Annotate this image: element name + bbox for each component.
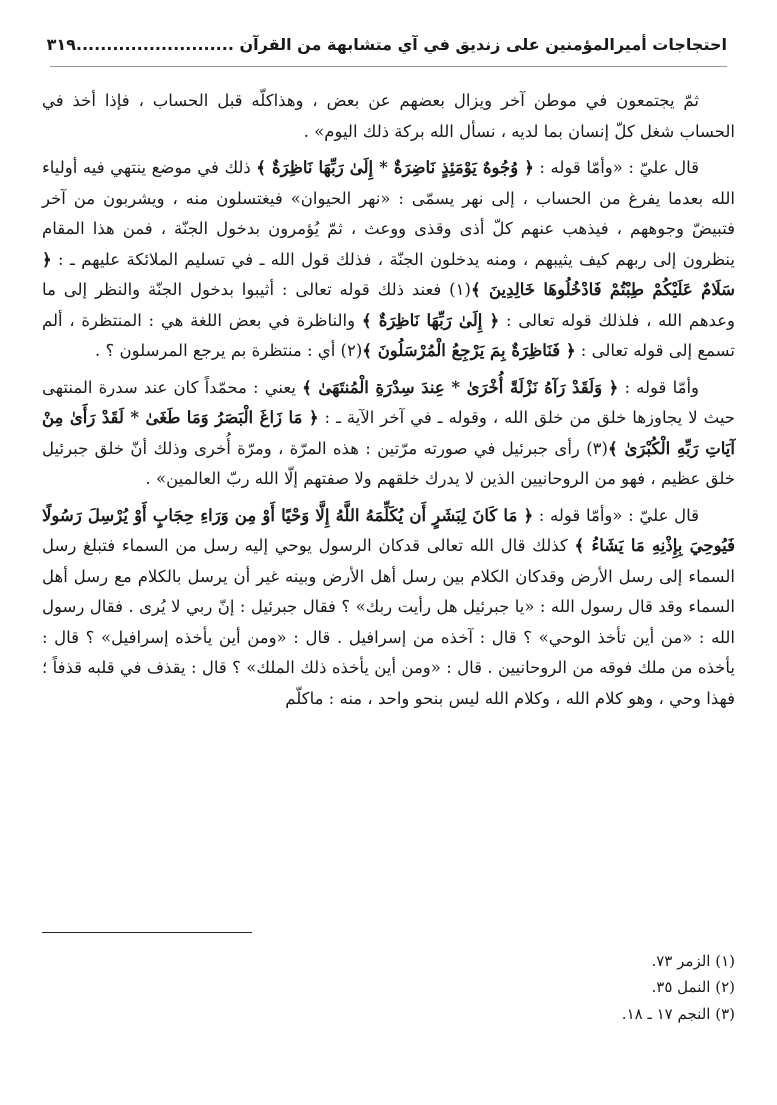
quran-verse: ﴿ مَا زَاغَ الْبَصَرُ وَمَا طَغَىٰ * لَقَدْ رَأَىٰ مِنْ آيَاتِ رَبِّهِ الْكُبْرَىٰ ﴾ bbox=[42, 408, 735, 458]
text-segment: يعني : محمّداً كان عند سدرة المنتهى حيث لا يجاوزها خلق من خلق الله ، وقوله ـ في آخر الآية ـ : bbox=[42, 377, 735, 428]
footnote: (٣) النجم ١٧ ـ ١٨. bbox=[621, 1004, 735, 1023]
text-segment: (٣) رأى جبرئيل في صورته مرّتين : هذه المرّة ، ومرّة أُخرى وذلك أنّ خلق جبرئيل خلق عظيم ، فهو من الروحانيين الذين لا يدرك خلقهم ولا صفتهم إلّا الله ربّ العالمين» . bbox=[42, 438, 735, 489]
quran-verse: ﴿ إِلَىٰ رَبِّهَا نَاظِرَةٌ ﴾ bbox=[361, 310, 500, 330]
page-number: ٣١٩ bbox=[46, 34, 76, 54]
paragraph bbox=[42, 501, 735, 715]
quran-verse: ﴿ وُجُوهٌ يَوْمَئِذٍ نَاضِرَةٌ * إِلَىٰ رَبِّهَا نَاظِرَةٌ ﴾ bbox=[256, 158, 534, 178]
paragraph bbox=[42, 153, 735, 367]
quran-verse: ﴿ مَا كَانَ لِبَشَرٍ أَن يُكَلِّمَهُ اللَّهُ إِلَّا وَحْيًا أَوْ مِن وَرَاءِ حِجَابٍ أَوْ يُرْسِلَ رَسُولًا فَيُوحِيَ بِإِذْنِهِ مَا يَشَاءُ ﴾ bbox=[42, 505, 735, 556]
quran-verse: ﴿ وَلَقَدْ رَآهُ نَزْلَةً أُخْرَىٰ * عِندَ سِدْرَةِ الْمُنتَهَىٰ ﴾ bbox=[302, 377, 619, 397]
text-segment: وأمّا قوله : bbox=[618, 377, 699, 397]
footnote-divider bbox=[42, 932, 252, 933]
paragraph bbox=[42, 373, 735, 495]
quran-verse: ﴿ سَلَامٌ عَلَيْكُمْ طِبْتُمْ فَادْخُلُوهَا خَالِدِينَ ﴾ bbox=[42, 249, 735, 300]
footnotes bbox=[42, 948, 735, 1027]
main-text bbox=[42, 86, 735, 720]
running-header bbox=[46, 22, 727, 67]
text-segment: (٢) أي : منتظرة بم يرجع المرسلون ؟ . bbox=[94, 341, 363, 361]
paragraph bbox=[42, 86, 735, 147]
leader-dots: .......................... bbox=[75, 34, 234, 54]
text-segment: ثمّ يجتمعون في موطن آخر ويزال بعضهم عن بعض ، وهذاكلّه قبل الحساب ، فإذا أخذ في الحساب شغل كلّ إنسان بما لديه ، نسأل الله بركة ذلك اليوم» . bbox=[42, 91, 735, 141]
footnote: (١) الزمر ٧٣. bbox=[651, 952, 735, 970]
text-segment: (١) فعند ذلك قوله تعالى : أثيبوا بدخول الجنّة والنظر إلى ما وعدهم الله ، فلذلك قوله تعالى : bbox=[42, 280, 736, 330]
running-header-title: احتجاجات أميرالمؤمنين على زنديق في آي متشابهة من القرآن .......................... bbox=[75, 34, 727, 54]
footnote: (٢) النمل ٣٥. bbox=[651, 978, 735, 997]
quran-verse: ﴿ فَنَاظِرَةٌ بِمَ يَرْجِعُ الْمُرْسَلُونَ ﴾ bbox=[362, 341, 576, 361]
text-segment: والناظرة في بعض اللغة هي : المنتظرة ، ألم تسمع إلى قوله تعالى : bbox=[42, 310, 735, 361]
text-segment: قال عليّ : «وأمّا قوله : bbox=[533, 158, 699, 178]
text-segment: كذلك قال الله تعالى قدكان الرسول يوحي إليه رسل من السماء فتبلغ رسل السماء إلى رسل الأرض وقدكان الكلام بين رسل أهل الأرض وبينه غير أن يرسل بالكلام مع رسل أهل السماء وقد قال رسول الله : «يا جبرئيل هل رأيت ربك» ؟ فقال جبرئيل : إنّ ربي لا يُرى . فقال رسول الله : «من أين تأخذ الوحي» ؟ قال : آخذه من إسرافيل . قال : «ومن أين يأخذه إسرافيل» ؟ قال : يأخذه من ملك فوقه من الروحانيين . قال : «ومن أين يأخذه ذلك الملك» ؟ قال : يقذف في قلبه قذفاً ؛ فهذا وحي ، وهو كلام الله ، وكلام الله ليس بنحو واحد ، منه : ماكلّم bbox=[42, 536, 735, 708]
text-segment: ذلك في موضع ينتهي فيه أولياء الله بعدما يفرغ من الحساب ، إلى نهر يسمّى : «نهر الحيوان» فيغتسلون منه ، ويشربون من آخر فتبيضّ وجوههم ، فيذهب عنهم كلّ أذى وقذى ووعث ، ثمّ يُؤمرون بدخول الجنّة ، فمن هذا المقام ينظرون إلى ربهم كيف يثيبهم ، ومنه يدخلون الجنّة ، فذلك قول الله ـ في تسليم الملائكة عليهم ـ : bbox=[42, 158, 735, 269]
text-segment: قال عليّ : «وأمّا قوله : bbox=[533, 505, 699, 525]
